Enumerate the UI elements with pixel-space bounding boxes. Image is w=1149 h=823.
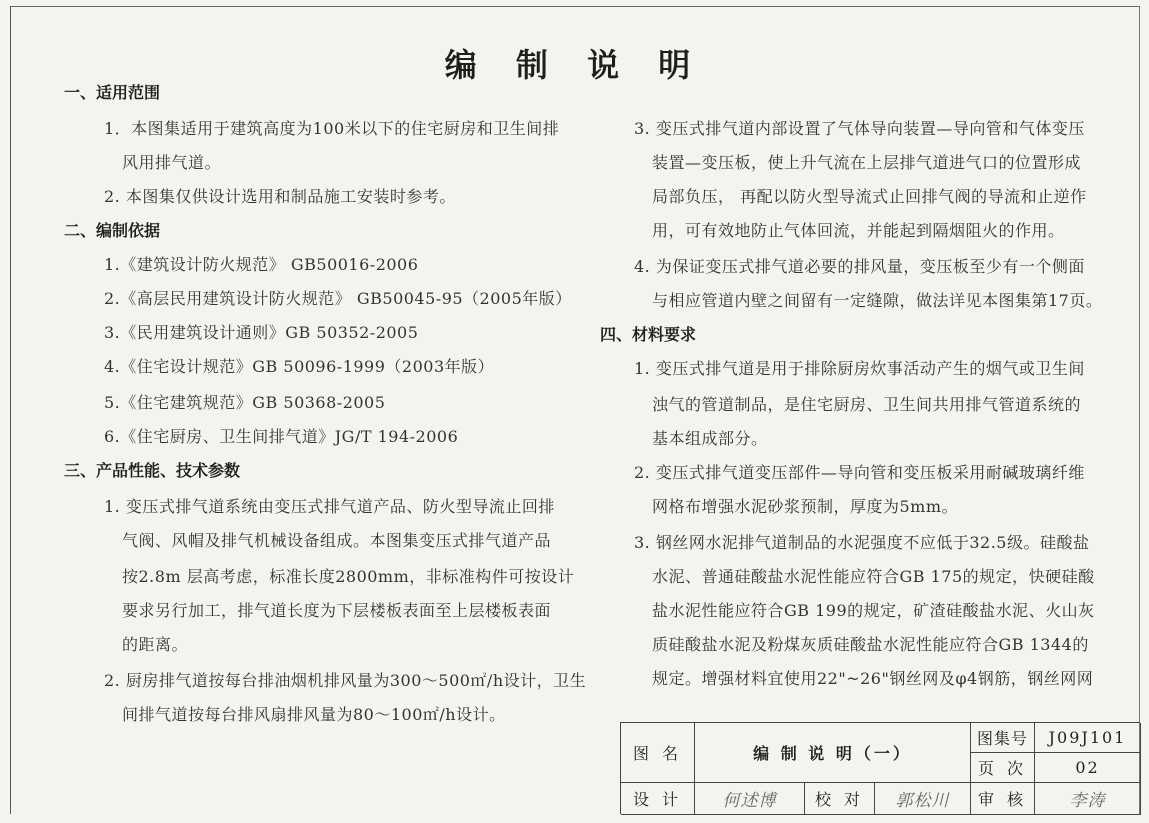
text-line: 浊气的管道制品，是住宅厨房、卫生间共用排气管道系统的 [652, 395, 1082, 414]
text-line: 1. 变压式排气道系统由变压式排气道产品、防火型导流止回排 [104, 497, 555, 516]
text-line: 用，可有效地防止气体回流，并能起到隔烟阻火的作用。 [652, 221, 1065, 240]
text-line: 2. 本图集仅供设计选用和制品施工安装时参考。 [104, 187, 456, 206]
text-line: 装置—变压板，使上升气流在上层排气道进气口的位置形成 [652, 153, 1082, 172]
text-line: 要求另行加工，排气道长度为下层楼板表面至上层楼板表面 [122, 601, 552, 620]
text-line: 2.《高层民用建筑设计防火规范》 GB50045-95（2005年版） [104, 289, 572, 308]
label-page-number: 页 次 [971, 753, 1035, 783]
label-drawing-name: 图 名 [621, 723, 695, 783]
label-review: 审 核 [971, 783, 1035, 815]
text-line: 质硅酸盐水泥及粉煤灰质硅酸盐水泥性能应符合GB 1344的 [652, 635, 1089, 654]
signature-check: 郭松川 [875, 783, 971, 815]
section-heading-scope: 一、适用范围 [64, 83, 161, 102]
text-line: 3. 钢丝网水泥排气道制品的水泥强度不应低于32.5级。硅酸盐 [634, 533, 1090, 552]
text-line: 规定。增强材料宜使用22"~26"钢丝网及φ4钢筋，钢丝网网 [652, 669, 1094, 688]
text-line: 4. 为保证变压式排气道必要的排风量，变压板至少有一个侧面 [634, 257, 1085, 276]
text-line: 1．本图集适用于建筑高度为100米以下的住宅厨房和卫生间排 [104, 119, 560, 138]
page-number: 02 [1035, 753, 1141, 783]
section-heading-basis: 二、编制依据 [64, 221, 161, 240]
text-line: 网格布增强水泥砂浆预制，厚度为5mm。 [652, 497, 959, 516]
text-line: 1. 变压式排气道是用于排除厨房炊事活动产生的烟气或卫生间 [634, 359, 1085, 378]
text-line: 4.《住宅设计规范》GB 50096-1999（2003年版） [104, 357, 495, 376]
text-line: 水泥、普通硅酸盐水泥性能应符合GB 175的规定，快硬硅酸 [652, 567, 1095, 586]
section-heading-performance: 三、产品性能、技术参数 [64, 461, 241, 480]
signature-design: 何述博 [695, 783, 805, 815]
drawing-name: 编 制 说 明（一） [695, 723, 971, 783]
label-check: 校 对 [805, 783, 875, 815]
atlas-number: J09J101 [1035, 723, 1141, 753]
section-heading-materials: 四、材料要求 [600, 325, 697, 344]
title-block [620, 722, 1140, 814]
text-line: 间排气道按每台排风扇排风量为80～100㎡/h设计。 [122, 705, 506, 724]
label-design: 设 计 [621, 783, 695, 815]
text-line: 5.《住宅建筑规范》GB 50368-2005 [104, 393, 386, 412]
text-line: 基本组成部分。 [652, 429, 768, 448]
text-line: 按2.8m 层高考虑，标准长度2800mm，非标准构件可按设计 [122, 567, 575, 586]
text-line: 3.《民用建筑设计通则》GB 50352-2005 [104, 323, 419, 342]
text-line: 盐水泥性能应符合GB 199的规定，矿渣硅酸盐水泥、火山灰 [652, 601, 1095, 620]
text-line: 的距离。 [122, 635, 189, 654]
text-line: 风用排气道。 [122, 153, 222, 172]
label-atlas-number: 图集号 [971, 723, 1035, 753]
text-line: 与相应管道内壁之间留有一定缝隙，做法详见本图集第17页。 [652, 291, 1103, 310]
signature-review: 李涛 [1035, 783, 1141, 815]
page-title: 编 制 说 明 [444, 46, 705, 84]
text-line: 气阀、风帽及排气机械设备组成。本图集变压式排气道产品 [122, 531, 552, 550]
text-line: 2. 变压式排气道变压部件—导向管和变压板采用耐碱玻璃纤维 [634, 463, 1085, 482]
text-line: 局部负压， 再配以防火型导流式止回排气阀的导流和止逆作 [652, 187, 1087, 206]
text-line: 6.《住宅厨房、卫生间排气道》JG/T 194-2006 [104, 427, 459, 446]
text-line: 2. 厨房排气道按每台排油烟机排风量为300～500㎡/h设计，卫生 [104, 671, 587, 690]
text-line: 3. 变压式排气道内部设置了气体导向装置—导向管和气体变压 [634, 119, 1085, 138]
text-line: 1.《建筑设计防火规范》 GB50016-2006 [104, 255, 419, 274]
